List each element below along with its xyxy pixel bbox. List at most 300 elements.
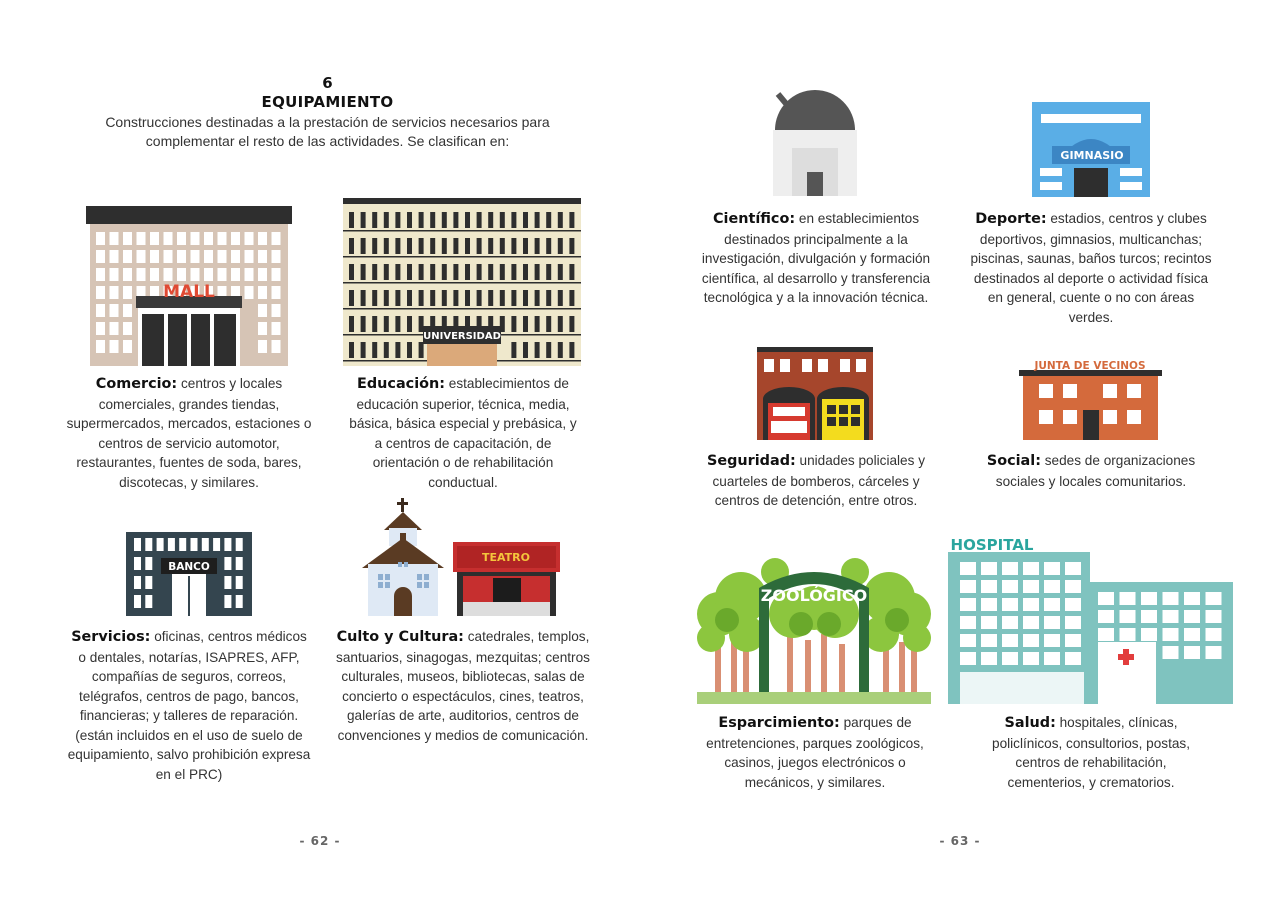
caption-comercio	[66, 374, 312, 492]
caption-educacion	[346, 374, 580, 492]
window-shape	[231, 250, 240, 263]
window-shape	[96, 340, 105, 353]
window-shape	[1002, 562, 1018, 575]
educacion-text: establecimientos de educación superior, técnica, media, básica, básica especial y prebásica, y a centros de capacitación, de orientación o de rehabilitación conductual.	[349, 376, 577, 490]
window-shape	[488, 264, 493, 280]
observatory-illustration	[770, 86, 860, 196]
window-shape	[395, 264, 400, 280]
window-shape	[511, 212, 516, 228]
window-shape	[407, 238, 412, 254]
window-shape	[164, 268, 173, 281]
window-shape	[1206, 646, 1222, 659]
window-shape	[372, 316, 377, 332]
window-shape	[430, 238, 435, 254]
window-shape	[1002, 634, 1018, 647]
hospital-sign: HOSPITAL	[950, 536, 1034, 554]
comercio-title: Comercio:	[95, 376, 178, 392]
section-number: 6	[322, 74, 333, 92]
window-shape	[535, 264, 540, 280]
servicios-text: oficinas, centros médicos o dentales, notarías, ISAPRES, AFP, compañías de seguros, correos, telégrafos, centros de pago, bancos, financieras; y talleres de reparación. (están incluidos en el uso de suelo de equipamiento, salvo prohibición expresa en el PRC)	[67, 629, 311, 782]
window-shape	[1023, 580, 1039, 593]
page-number-left: - 62 -	[299, 834, 341, 848]
window-shape	[384, 342, 389, 358]
window-shape	[224, 557, 231, 570]
window-shape	[191, 250, 200, 263]
window-shape	[349, 264, 354, 280]
section-header	[60, 74, 595, 151]
window-shape	[123, 286, 132, 299]
window-shape	[110, 268, 119, 281]
window-shape	[488, 290, 493, 306]
window-shape	[569, 290, 574, 306]
window-shape	[1163, 646, 1179, 659]
window-shape	[384, 238, 389, 254]
window-shape	[465, 212, 470, 228]
window-shape	[272, 250, 281, 263]
window-shape	[258, 340, 267, 353]
window-shape	[546, 238, 551, 254]
window-shape	[218, 268, 227, 281]
window-shape	[110, 322, 119, 335]
window-shape	[1002, 580, 1018, 593]
window-shape	[453, 238, 458, 254]
window-shape	[407, 290, 412, 306]
window-shape	[1023, 634, 1039, 647]
window-shape	[546, 290, 551, 306]
window-shape	[145, 538, 152, 551]
window-shape	[1206, 610, 1222, 623]
floor-line	[343, 256, 581, 258]
floor-line	[343, 308, 581, 310]
window-shape	[407, 264, 412, 280]
window-shape	[569, 342, 574, 358]
window-shape	[500, 264, 505, 280]
window-shape	[558, 290, 563, 306]
window-shape	[1141, 592, 1157, 605]
comercio-text: centros y locales comerciales, grandes tiendas, supermercados, mercados, estaciones o centros de servicio automotor, restaurantes, fuentes de soda, bares, discotecas, y similares.	[66, 376, 312, 490]
window-shape	[110, 340, 119, 353]
window-shape	[272, 232, 281, 245]
caption-culto	[328, 627, 598, 745]
window-shape	[419, 212, 424, 228]
window-shape	[1163, 592, 1179, 605]
window-shape	[419, 264, 424, 280]
window-shape	[1120, 628, 1136, 641]
zoologico-sign: ZOOLÓGICO	[760, 586, 868, 605]
window-shape	[224, 595, 231, 608]
window-shape	[123, 304, 132, 317]
window-shape	[204, 232, 213, 245]
window-shape	[407, 212, 412, 228]
window-shape	[453, 212, 458, 228]
window-shape	[361, 316, 366, 332]
window-shape	[137, 268, 146, 281]
window-shape	[535, 238, 540, 254]
window-shape	[981, 562, 997, 575]
window-shape	[523, 290, 528, 306]
window-shape	[1002, 616, 1018, 629]
window-shape	[224, 538, 231, 551]
window-shape	[96, 232, 105, 245]
window-shape	[558, 264, 563, 280]
window-shape	[245, 232, 254, 245]
window-shape	[349, 290, 354, 306]
window-shape	[110, 250, 119, 263]
window-shape	[488, 238, 493, 254]
window-shape	[511, 264, 516, 280]
window-shape	[231, 232, 240, 245]
window-shape	[523, 316, 528, 332]
window-shape	[272, 304, 281, 317]
window-shape	[110, 286, 119, 299]
window-shape	[236, 576, 243, 589]
culto-text: catedrales, templos, santuarios, sinagogas, mezquitas; centros culturales, museos, bibliotecas, salas de concierto o espectáculos, cines, teatros, galerías de arte, auditorios, centros de convenciones y medios de comunicación.	[336, 629, 590, 743]
window-shape	[202, 538, 209, 551]
window-shape	[1023, 616, 1039, 629]
window-shape	[477, 212, 482, 228]
window-shape	[500, 290, 505, 306]
window-shape	[164, 250, 173, 263]
window-shape	[191, 268, 200, 281]
educacion-title: Educación:	[357, 376, 446, 392]
window-shape	[1098, 610, 1114, 623]
window-shape	[1065, 652, 1081, 665]
window-shape	[134, 557, 141, 570]
window-shape	[1120, 592, 1136, 605]
caption-social	[978, 451, 1204, 491]
window-shape	[1044, 652, 1060, 665]
window-shape	[1044, 580, 1060, 593]
seguridad-text: unidades policiales y cuarteles de bomberos, cárceles y centros de detención, entre otros.	[712, 453, 925, 508]
window-shape	[960, 634, 976, 647]
window-shape	[960, 652, 976, 665]
window-shape	[236, 595, 243, 608]
window-shape	[1163, 610, 1179, 623]
window-shape	[179, 538, 186, 551]
window-shape	[384, 290, 389, 306]
window-shape	[453, 290, 458, 306]
window-shape	[168, 538, 175, 551]
window-shape	[134, 595, 141, 608]
window-shape	[204, 250, 213, 263]
window-shape	[218, 250, 227, 263]
floor-line	[343, 230, 581, 232]
window-shape	[1023, 652, 1039, 665]
window-shape	[1065, 634, 1081, 647]
hospital-illustration	[948, 534, 1233, 704]
window-shape	[546, 342, 551, 358]
window-shape	[361, 342, 366, 358]
window-shape	[272, 340, 281, 353]
caption-salud	[976, 713, 1206, 792]
window-shape	[1098, 628, 1114, 641]
window-shape	[236, 557, 243, 570]
servicios-title: Servicios:	[71, 629, 151, 645]
window-shape	[384, 264, 389, 280]
window-shape	[349, 316, 354, 332]
window-shape	[137, 250, 146, 263]
window-shape	[177, 250, 186, 263]
esparcimiento-text: parques de entretenciones, parques zoológicos, casinos, juegos electrónicos o mecánicos, y similares.	[706, 715, 924, 790]
window-shape	[204, 268, 213, 281]
window-shape	[123, 232, 132, 245]
window-shape	[395, 290, 400, 306]
window-shape	[349, 342, 354, 358]
window-shape	[258, 268, 267, 281]
window-shape	[558, 342, 563, 358]
window-shape	[372, 290, 377, 306]
window-shape	[361, 264, 366, 280]
window-shape	[465, 290, 470, 306]
teatro-sign: TEATRO	[481, 551, 531, 564]
window-shape	[546, 212, 551, 228]
window-shape	[465, 238, 470, 254]
window-shape	[1184, 646, 1200, 659]
window-shape	[960, 616, 976, 629]
window-shape	[134, 576, 141, 589]
esparcimiento-title: Esparcimiento:	[718, 715, 840, 731]
window-shape	[137, 232, 146, 245]
window-shape	[349, 212, 354, 228]
social-title: Social:	[986, 453, 1041, 469]
window-shape	[1065, 616, 1081, 629]
window-shape	[145, 576, 152, 589]
window-shape	[258, 322, 267, 335]
culto-title: Culto y Cultura:	[336, 629, 464, 645]
window-shape	[96, 268, 105, 281]
window-shape	[453, 264, 458, 280]
window-shape	[1023, 598, 1039, 611]
junta-sign: JUNTA DE VECINOS	[1034, 360, 1146, 372]
caption-esparcimiento	[694, 713, 936, 792]
window-shape	[511, 342, 516, 358]
section-title: EQUIPAMIENTO	[261, 93, 394, 111]
window-shape	[511, 316, 516, 332]
window-shape	[1044, 616, 1060, 629]
banco-illustration	[126, 532, 252, 616]
window-shape	[419, 238, 424, 254]
window-shape	[110, 232, 119, 245]
window-shape	[1206, 592, 1222, 605]
window-shape	[442, 212, 447, 228]
window-shape	[361, 212, 366, 228]
window-shape	[500, 238, 505, 254]
window-shape	[258, 232, 267, 245]
window-shape	[349, 238, 354, 254]
window-shape	[245, 286, 254, 299]
window-shape	[1184, 610, 1200, 623]
window-shape	[546, 316, 551, 332]
window-shape	[224, 576, 231, 589]
window-shape	[236, 538, 243, 551]
window-shape	[1206, 628, 1222, 641]
window-shape	[395, 238, 400, 254]
cientifico-title: Científico:	[712, 211, 796, 227]
window-shape	[1120, 610, 1136, 623]
salud-title: Salud:	[1004, 715, 1056, 731]
window-shape	[157, 538, 164, 551]
window-shape	[488, 212, 493, 228]
window-shape	[384, 316, 389, 332]
window-shape	[1065, 580, 1081, 593]
seguridad-title: Seguridad:	[706, 453, 796, 469]
window-shape	[569, 212, 574, 228]
window-shape	[535, 342, 540, 358]
window-shape	[145, 595, 152, 608]
window-shape	[150, 268, 159, 281]
window-shape	[1044, 562, 1060, 575]
window-shape	[523, 238, 528, 254]
window-shape	[569, 238, 574, 254]
window-shape	[558, 212, 563, 228]
window-shape	[164, 232, 173, 245]
window-shape	[272, 268, 281, 281]
window-shape	[96, 286, 105, 299]
window-shape	[960, 598, 976, 611]
window-shape	[245, 250, 254, 263]
window-shape	[1098, 592, 1114, 605]
window-shape	[150, 232, 159, 245]
window-shape	[407, 342, 412, 358]
window-shape	[419, 342, 424, 358]
window-shape	[500, 212, 505, 228]
window-shape	[477, 290, 482, 306]
window-shape	[511, 238, 516, 254]
window-shape	[523, 212, 528, 228]
floor-line	[343, 282, 581, 284]
window-shape	[123, 340, 132, 353]
window-shape	[372, 342, 377, 358]
mall-illustration	[86, 206, 292, 366]
window-shape	[395, 316, 400, 332]
window-shape	[546, 264, 551, 280]
window-shape	[191, 538, 198, 551]
window-shape	[1065, 598, 1081, 611]
window-shape	[465, 264, 470, 280]
window-shape	[1023, 562, 1039, 575]
window-shape	[407, 316, 412, 332]
window-shape	[123, 322, 132, 335]
zoologico-illustration	[697, 558, 931, 704]
cientifico-text: en establecimientos destinados principalmente a la investigación, divulgación y formación científica, al desarrollo y transferencia tecnológica y a la innovación técnica.	[701, 211, 931, 305]
window-shape	[1044, 634, 1060, 647]
window-shape	[258, 286, 267, 299]
banco-sign: BANCO	[168, 561, 210, 573]
window-shape	[430, 264, 435, 280]
window-shape	[177, 268, 186, 281]
window-shape	[123, 268, 132, 281]
window-shape	[96, 250, 105, 263]
window-shape	[558, 238, 563, 254]
window-shape	[981, 580, 997, 593]
window-shape	[213, 538, 220, 551]
firestation-illustration	[757, 347, 873, 440]
window-shape	[960, 580, 976, 593]
window-shape	[442, 238, 447, 254]
window-shape	[558, 316, 563, 332]
window-shape	[361, 238, 366, 254]
window-shape	[272, 322, 281, 335]
window-shape	[569, 316, 574, 332]
window-shape	[1141, 610, 1157, 623]
window-shape	[395, 212, 400, 228]
church-illustration	[362, 498, 444, 616]
teatro-illustration	[453, 542, 560, 616]
window-shape	[361, 290, 366, 306]
window-shape	[535, 316, 540, 332]
window-shape	[523, 264, 528, 280]
window-shape	[442, 264, 447, 280]
window-shape	[145, 557, 152, 570]
caption-cientifico	[690, 209, 942, 308]
window-shape	[1002, 652, 1018, 665]
deporte-text: estadios, centros y clubes deportivos, gimnasios, multicanchas; piscinas, saunas, baños turcos; recintos destinados al deporte o actividad física en general, cuente o no con áreas verdes.	[970, 211, 1212, 325]
window-shape	[395, 342, 400, 358]
window-shape	[1002, 598, 1018, 611]
window-shape	[231, 268, 240, 281]
window-shape	[1163, 628, 1179, 641]
window-shape	[477, 264, 482, 280]
window-shape	[419, 316, 424, 332]
window-shape	[981, 598, 997, 611]
window-shape	[96, 304, 105, 317]
window-shape	[442, 290, 447, 306]
window-shape	[981, 634, 997, 647]
mall-sign: MALL	[163, 282, 215, 302]
window-shape	[1065, 562, 1081, 575]
window-shape	[96, 322, 105, 335]
window-shape	[960, 562, 976, 575]
window-shape	[272, 286, 281, 299]
caption-servicios	[66, 627, 312, 784]
window-shape	[177, 232, 186, 245]
universidad-sign: UNIVERSIDAD	[423, 331, 501, 342]
window-shape	[511, 290, 516, 306]
window-shape	[372, 264, 377, 280]
window-shape	[150, 250, 159, 263]
window-shape	[569, 264, 574, 280]
social-text: sedes de organizaciones sociales y locales comunitarios.	[995, 453, 1196, 489]
window-shape	[535, 290, 540, 306]
salud-text: hospitales, clínicas, policlínicos, consultorios, postas, centros de rehabilitación, cementerios, y crematorios.	[992, 715, 1190, 790]
window-shape	[981, 616, 997, 629]
window-shape	[384, 212, 389, 228]
caption-deporte	[966, 209, 1216, 327]
window-shape	[430, 290, 435, 306]
window-shape	[523, 342, 528, 358]
window-shape	[218, 232, 227, 245]
universidad-illustration	[343, 198, 581, 366]
window-shape	[419, 290, 424, 306]
window-shape	[123, 250, 132, 263]
deporte-title: Deporte:	[975, 211, 1047, 227]
window-shape	[258, 250, 267, 263]
gimnasio-illustration	[1032, 102, 1150, 197]
page-number-right: - 63 -	[939, 834, 981, 848]
window-shape	[981, 652, 997, 665]
window-shape	[372, 238, 377, 254]
gimnasio-sign: GIMNASIO	[1060, 149, 1124, 162]
window-shape	[430, 212, 435, 228]
section-description: Construcciones destinadas a la prestación de servicios necesarios para complementar el resto de las actividades. Se clasifican en:	[105, 114, 550, 149]
caption-seguridad	[698, 451, 934, 511]
window-shape	[1141, 628, 1157, 641]
window-shape	[1044, 598, 1060, 611]
window-shape	[1184, 628, 1200, 641]
window-shape	[1184, 592, 1200, 605]
window-shape	[134, 538, 141, 551]
window-shape	[258, 304, 267, 317]
